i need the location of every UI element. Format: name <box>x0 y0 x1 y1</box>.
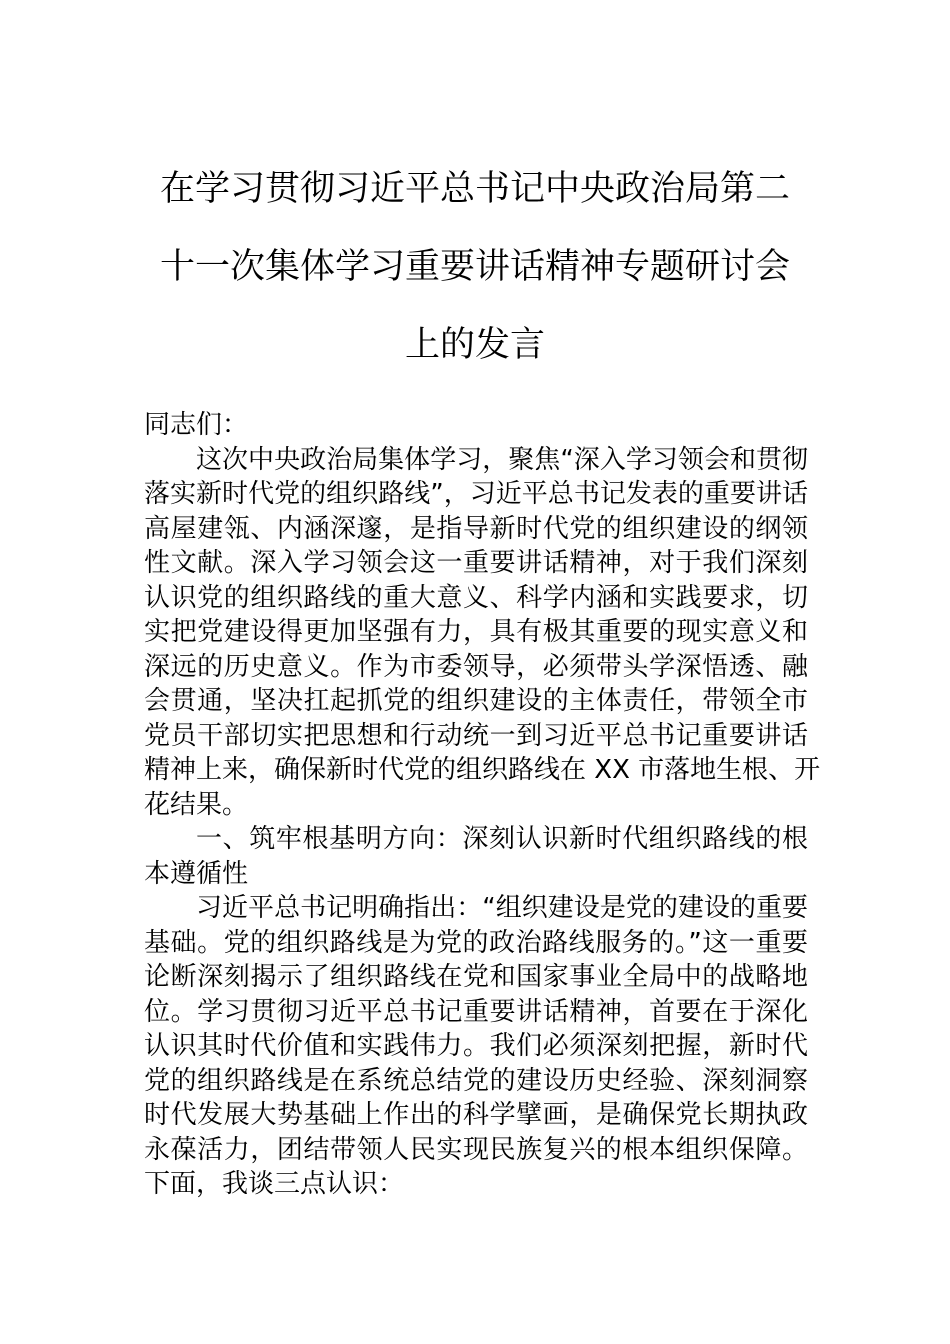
paragraph-line: 认识其时代价值和实践伟力。我们必须深刻把握，新时代 <box>144 1031 808 1061</box>
paragraph-line: 时代发展大势基础上作出的科学擘画，是确保党长期执政 <box>144 1100 808 1130</box>
paragraph-line: 永葆活力，团结带领人民实现民族复兴的根本组织保障。 <box>144 1134 808 1165</box>
paragraph-section-1 <box>144 891 808 1202</box>
document-title <box>140 150 810 384</box>
paragraph-line: 习近平总书记明确指出：“组织建设是党的建设的重要 <box>196 893 808 923</box>
heading-line: 本遵循性 <box>144 858 249 889</box>
paragraph-line: 性文献。深入学习领会这一重要讲话精神，对于我们深刻 <box>144 548 808 578</box>
paragraph-line: 论断深刻揭示了组织路线在党和国家事业全局中的战略地 <box>144 962 808 992</box>
paragraph-line: 位。学习贯彻习近平总书记重要讲话精神，首要在于深化 <box>144 996 808 1027</box>
paragraph-line: 实把党建设得更加坚强有力，具有极其重要的现实意义和 <box>144 617 808 647</box>
paragraph-line: 花结果。 <box>144 789 249 820</box>
paragraph-line: 高屋建瓴、内涵深邃，是指导新时代党的组织建设的纲领 <box>144 513 808 544</box>
paragraph-line: 党的组织路线是在系统总结党的建设历史经验、深刻洞察 <box>144 1065 808 1096</box>
paragraph-line: 这次中央政治局集体学习，聚焦“深入学习领会和贯彻 <box>196 444 808 475</box>
paragraph-intro <box>144 443 821 823</box>
paragraph-line: 认识党的组织路线的重大意义、科学内涵和实践要求，切 <box>144 582 808 613</box>
paragraph-line: 深远的历史意义。作为市委领导，必须带头学深悟透、融 <box>144 651 808 682</box>
title-line: 上的发言 <box>404 325 545 365</box>
paragraph-line: 落实新时代党的组织路线”，习近平总书记发表的重要讲话 <box>144 479 808 509</box>
paragraph-line: 下面，我谈三点认识： <box>144 1169 405 1199</box>
paragraph-line: 会贯通，坚决扛起抓党的组织建设的主体责任，带领全市 <box>144 686 808 716</box>
paragraph-line: 党员干部切实把思想和行动统一到习近平总书记重要讲话 <box>144 720 808 751</box>
paragraph-line: 精神上来，确保新时代党的组织路线在 XX 市落地生根、开 <box>144 755 821 785</box>
heading-line: 一、筑牢根基明方向：深刻认识新时代组织路线的根 <box>196 824 808 854</box>
section-heading-1 <box>144 822 808 891</box>
title-line: 十一次集体学习重要讲话精神专题研讨会 <box>159 247 790 287</box>
document-body <box>144 408 821 1202</box>
paragraph-line: 基础。党的组织路线是为党的政治路线服务的。”这一重要 <box>144 927 808 958</box>
title-line: 在学习贯彻习近平总书记中央政治局第二 <box>159 169 790 209</box>
salutation: 同志们： <box>144 410 249 440</box>
